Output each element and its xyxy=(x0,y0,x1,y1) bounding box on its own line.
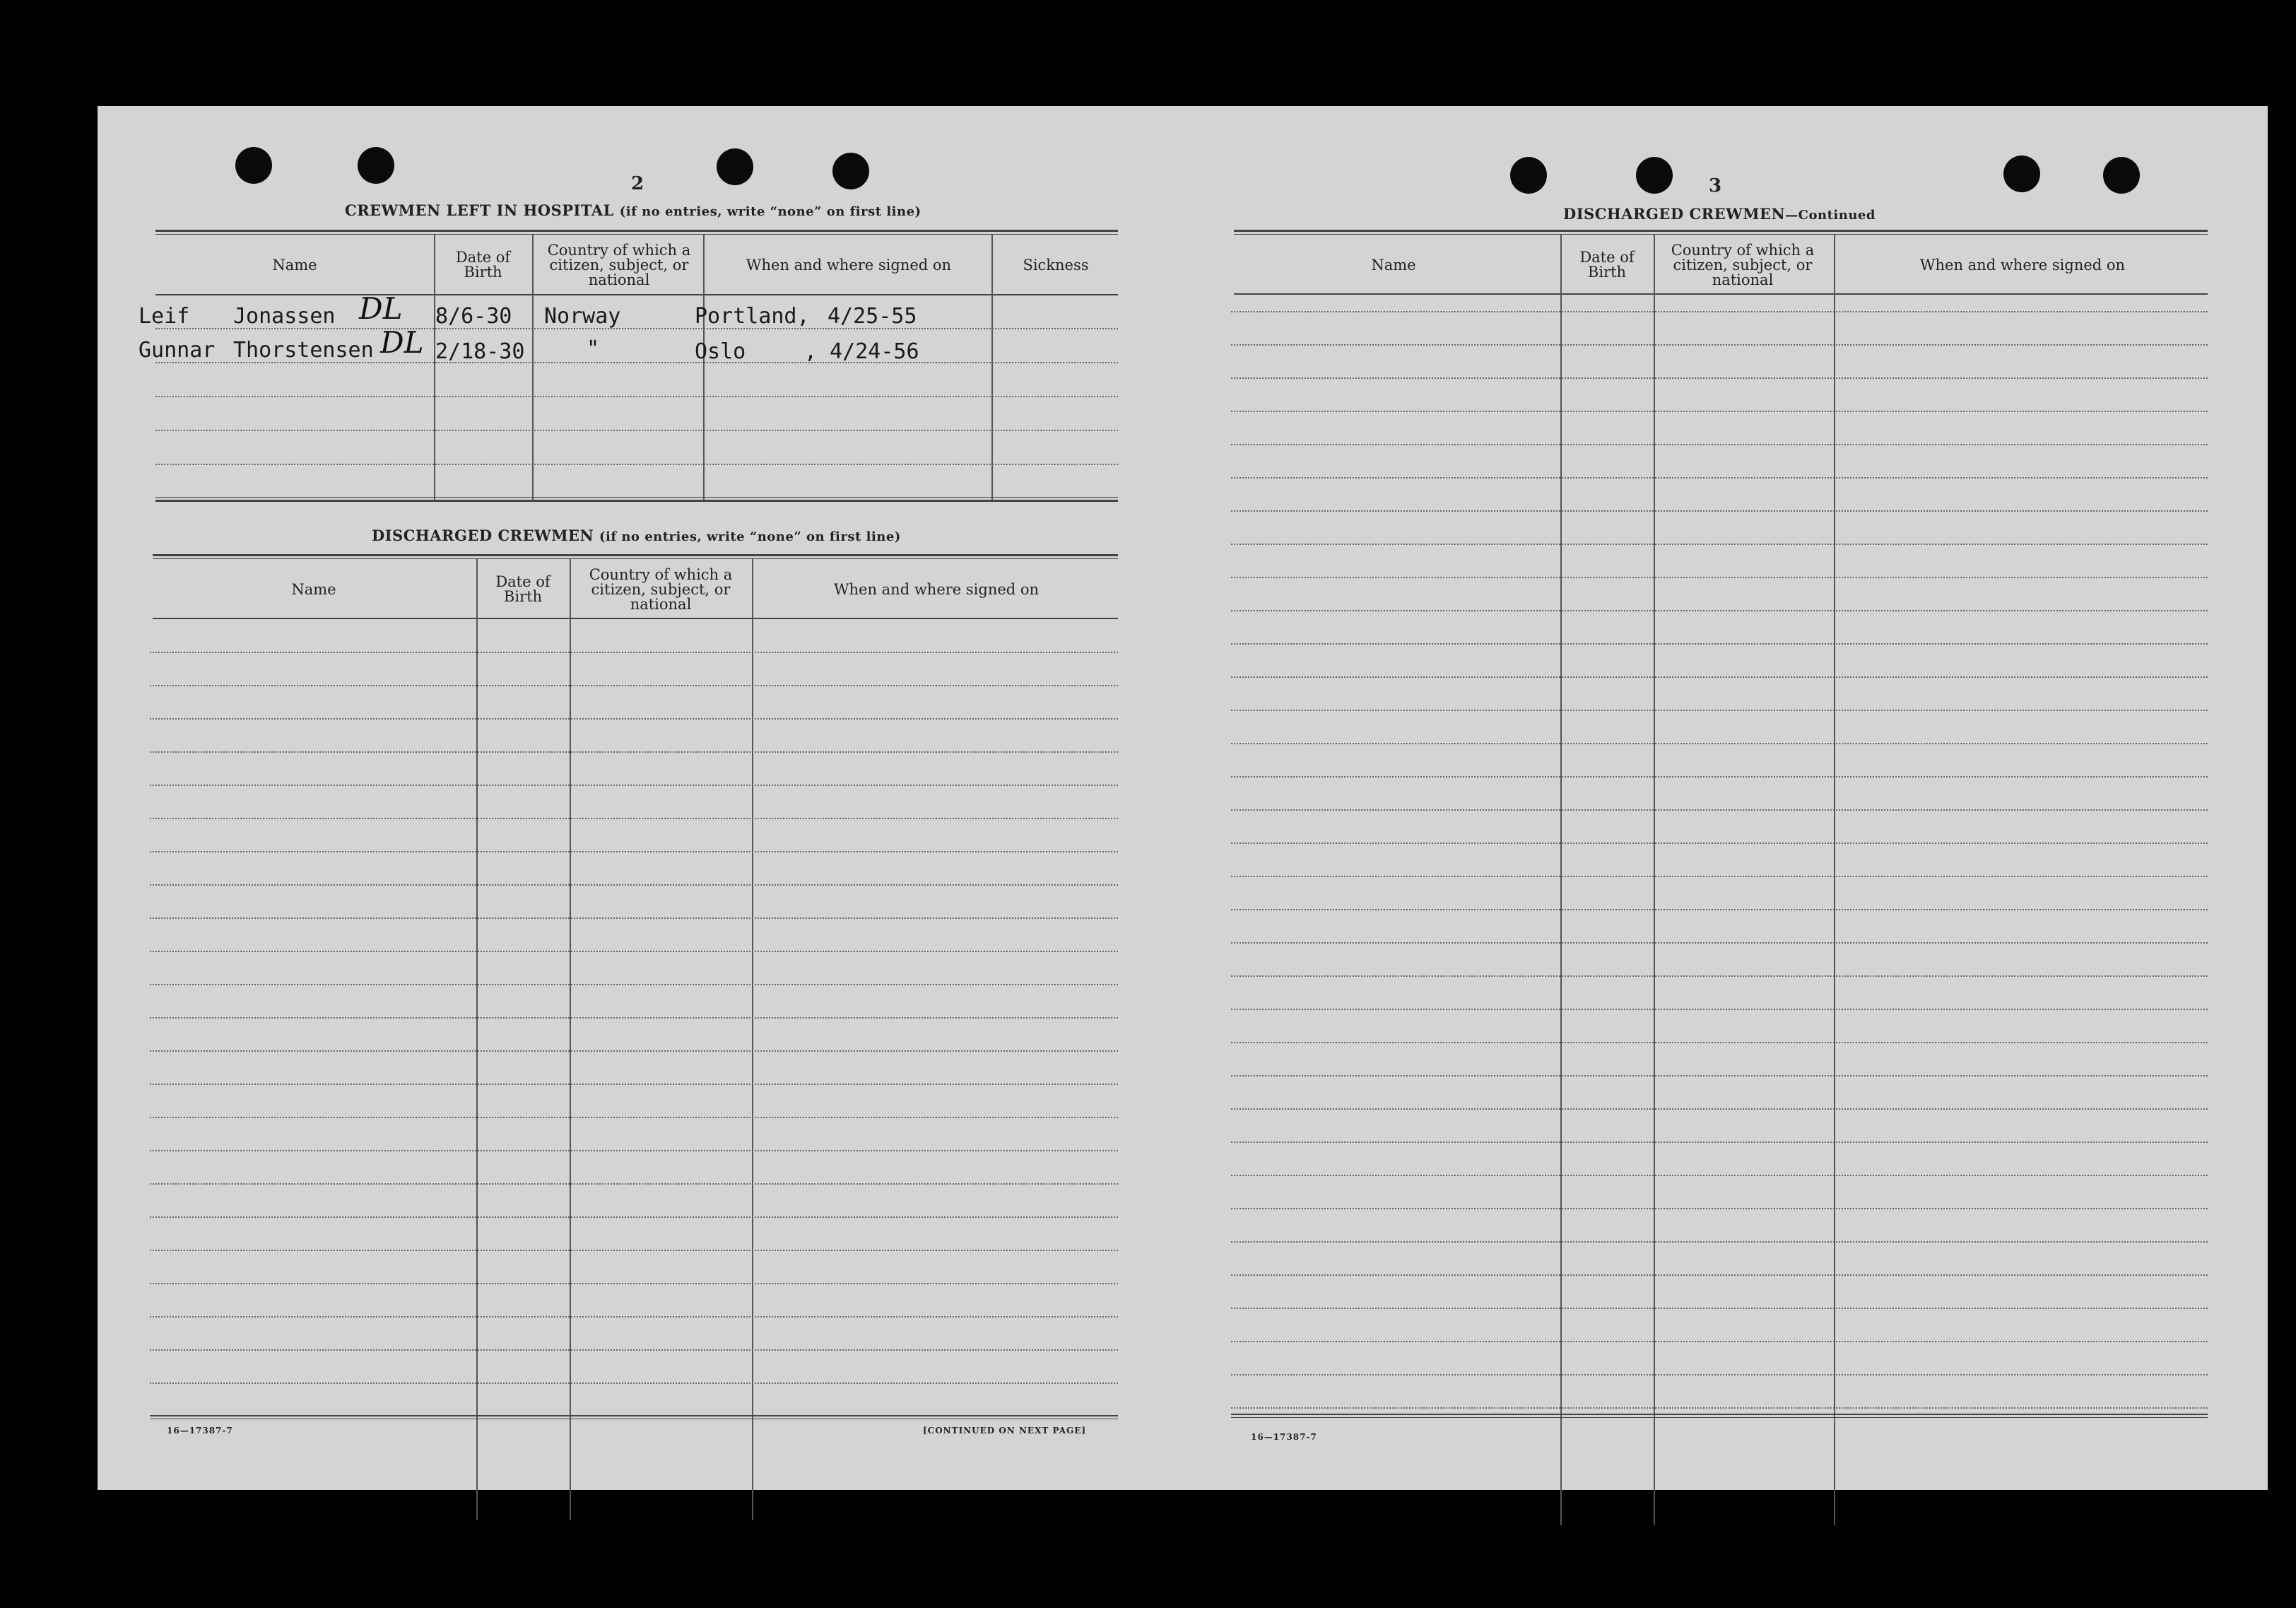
ruled-line xyxy=(1231,1009,2208,1010)
right-top-rule xyxy=(1234,230,2208,232)
discharged-header-rule xyxy=(153,618,1118,619)
ruled-line xyxy=(150,818,1118,819)
punch-hole xyxy=(1636,157,1673,194)
ruled-line xyxy=(150,917,1118,919)
ruled-line xyxy=(150,751,1118,753)
hospital-title-note: (if no entries, write “none” on first line) xyxy=(619,204,922,219)
hospital-top-rule xyxy=(155,230,1118,232)
ruled-line xyxy=(1231,510,2208,512)
discharged-col-country: Country of which a citizen, subject, or national xyxy=(589,565,733,613)
ruled-line xyxy=(1231,1274,2208,1276)
continued-note: [CONTINUED ON NEXT PAGE] xyxy=(923,1426,1087,1436)
punch-hole xyxy=(1510,157,1547,194)
ruled-line xyxy=(1231,1108,2208,1110)
form-number: 16—17387-7 xyxy=(167,1426,233,1436)
punch-hole xyxy=(2003,155,2040,192)
entry-country: " xyxy=(587,336,600,361)
ruled-line xyxy=(150,1349,1118,1351)
right-col-name: Name xyxy=(1371,256,1416,274)
entry-dob: 8/6-30 xyxy=(435,304,512,329)
page-number: 2 xyxy=(631,173,644,194)
ruled-line xyxy=(150,685,1118,686)
ruled-line xyxy=(150,652,1118,653)
ruled-line xyxy=(1231,1341,2208,1342)
entry-dob: 2/18-30 xyxy=(435,339,525,364)
discharged-continued-text: DISCHARGED CREWMEN xyxy=(1563,205,1786,223)
ruled-line xyxy=(1231,975,2208,977)
ruled-line xyxy=(1231,1407,2208,1409)
ruled-line xyxy=(1231,610,2208,611)
ruled-line xyxy=(1231,377,2208,379)
ruled-line xyxy=(1231,743,2208,744)
right-col-divider xyxy=(1834,235,1835,1525)
ruled-line xyxy=(1231,311,2208,312)
punch-hole xyxy=(2103,157,2140,194)
entry-date: 4/25-55 xyxy=(828,304,917,329)
right-bottom-rule xyxy=(1231,1414,2208,1415)
discharged-bottom-rule xyxy=(150,1415,1118,1416)
ruled-line xyxy=(1231,710,2208,711)
hospital-col-sickness: Sickness xyxy=(1023,256,1089,274)
punch-hole xyxy=(717,148,753,185)
discharged-col-dob: Date of Birth xyxy=(495,573,551,605)
ruled-line xyxy=(150,1183,1118,1185)
ruled-line xyxy=(150,1383,1118,1384)
ruled-line xyxy=(1231,1208,2208,1209)
ruled-line xyxy=(1231,1075,2208,1076)
right-col-signed: When and where signed on xyxy=(1919,256,2126,274)
ruled-line xyxy=(1231,1042,2208,1043)
entry-last-name: Thorstensen xyxy=(233,338,374,363)
ruled-line xyxy=(150,1017,1118,1019)
hospital-title-text: CREWMEN LEFT IN HOSPITAL xyxy=(345,201,614,219)
ruled-line xyxy=(150,1316,1118,1317)
punch-hole xyxy=(832,153,869,189)
ruled-line xyxy=(1231,477,2208,479)
ruled-line xyxy=(150,1050,1118,1052)
discharged-col-signed: When and where signed on xyxy=(833,580,1040,598)
right-header-rule xyxy=(1234,293,2208,295)
punch-hole xyxy=(235,147,272,184)
discharged-title-text: DISCHARGED CREWMEN xyxy=(372,527,594,544)
hospital-row-line xyxy=(155,464,1118,465)
ruled-line xyxy=(1231,909,2208,910)
ruled-line xyxy=(150,1283,1118,1284)
discharged-section-title xyxy=(372,527,901,544)
discharged-col-divider xyxy=(570,559,571,1520)
ruled-line xyxy=(1231,411,2208,412)
hospital-col-signed: When and where signed on xyxy=(746,256,952,274)
ruled-line xyxy=(1231,577,2208,578)
ruled-line xyxy=(150,884,1118,886)
hospital-row-line xyxy=(155,430,1118,431)
discharged-top-rule-thin xyxy=(153,558,1118,559)
hospital-col-divider xyxy=(703,235,705,500)
ruled-line xyxy=(1231,876,2208,877)
ruled-line xyxy=(150,1250,1118,1251)
hospital-col-dob: Date of Birth xyxy=(455,249,511,281)
discharged-col-divider xyxy=(476,559,478,1520)
ruled-line xyxy=(150,1216,1118,1218)
hospital-top-rule-thin xyxy=(155,234,1118,235)
entry-place: Portland, xyxy=(695,304,810,329)
ruled-line xyxy=(1231,1308,2208,1309)
ruled-line xyxy=(1231,444,2208,445)
entry-place: Oslo xyxy=(695,339,746,364)
ruled-line xyxy=(150,984,1118,985)
right-col-dob: Date of Birth xyxy=(1579,249,1635,281)
page-number: 3 xyxy=(1709,175,1722,196)
discharged-col-name: Name xyxy=(291,580,336,598)
punch-hole xyxy=(358,147,394,184)
ruled-line xyxy=(150,1084,1118,1085)
ruled-line xyxy=(1231,942,2208,944)
entry-initials: DL xyxy=(380,325,424,360)
discharged-title-note: (if no entries, write “none” on first line) xyxy=(599,529,901,544)
ruled-line xyxy=(150,785,1118,786)
right-top-rule-thin xyxy=(1234,234,2208,235)
ruled-line xyxy=(1231,1142,2208,1143)
hospital-bottom-rule xyxy=(155,497,1118,498)
ruled-line xyxy=(150,1150,1118,1151)
entry-country: Norway xyxy=(544,304,621,329)
hospital-col-country: Country of which a citizen, subject, or national xyxy=(547,241,691,288)
discharged-continued-title xyxy=(1563,205,1876,223)
ruled-line xyxy=(1231,809,2208,811)
hospital-col-divider xyxy=(991,235,993,500)
ruled-line xyxy=(1231,544,2208,545)
right-col-country: Country of which a citizen, subject, or national xyxy=(1671,241,1815,288)
ruled-line xyxy=(150,718,1118,720)
ruled-line xyxy=(150,1117,1118,1118)
right-col-divider xyxy=(1654,235,1655,1525)
hospital-col-name: Name xyxy=(272,256,317,274)
ruled-line xyxy=(1231,643,2208,645)
form-sheet xyxy=(98,106,2268,1490)
discharged-continued-suffix: —Continued xyxy=(1785,208,1876,223)
hospital-header-rule xyxy=(155,294,1118,295)
hospital-col-divider xyxy=(532,235,534,500)
form-number: 16—17387-7 xyxy=(1251,1432,1317,1442)
ruled-line xyxy=(1231,676,2208,678)
ruled-line xyxy=(1231,1175,2208,1176)
ruled-line xyxy=(1231,843,2208,844)
right-bottom-rule-thin xyxy=(1231,1417,2208,1418)
ruled-line xyxy=(150,851,1118,852)
discharged-col-divider xyxy=(752,559,753,1520)
entry-first-name: Gunnar xyxy=(139,338,216,363)
ruled-line xyxy=(1231,1374,2208,1375)
hospital-col-divider xyxy=(434,235,435,500)
ruled-line xyxy=(1231,1241,2208,1243)
hospital-row-line xyxy=(155,396,1118,397)
ruled-line xyxy=(150,951,1118,952)
ruled-line xyxy=(1231,776,2208,777)
hospital-section-title xyxy=(345,201,922,219)
discharged-top-rule xyxy=(153,554,1118,556)
hospital-bottom-rule-thick xyxy=(155,500,1118,502)
entry-date: , 4/24-56 xyxy=(804,339,919,364)
right-col-divider xyxy=(1560,235,1562,1525)
ruled-line xyxy=(1231,344,2208,346)
entry-first-name: Leif xyxy=(139,304,190,329)
entry-initials: DL xyxy=(359,291,403,326)
entry-last-name: Jonassen xyxy=(233,304,336,329)
